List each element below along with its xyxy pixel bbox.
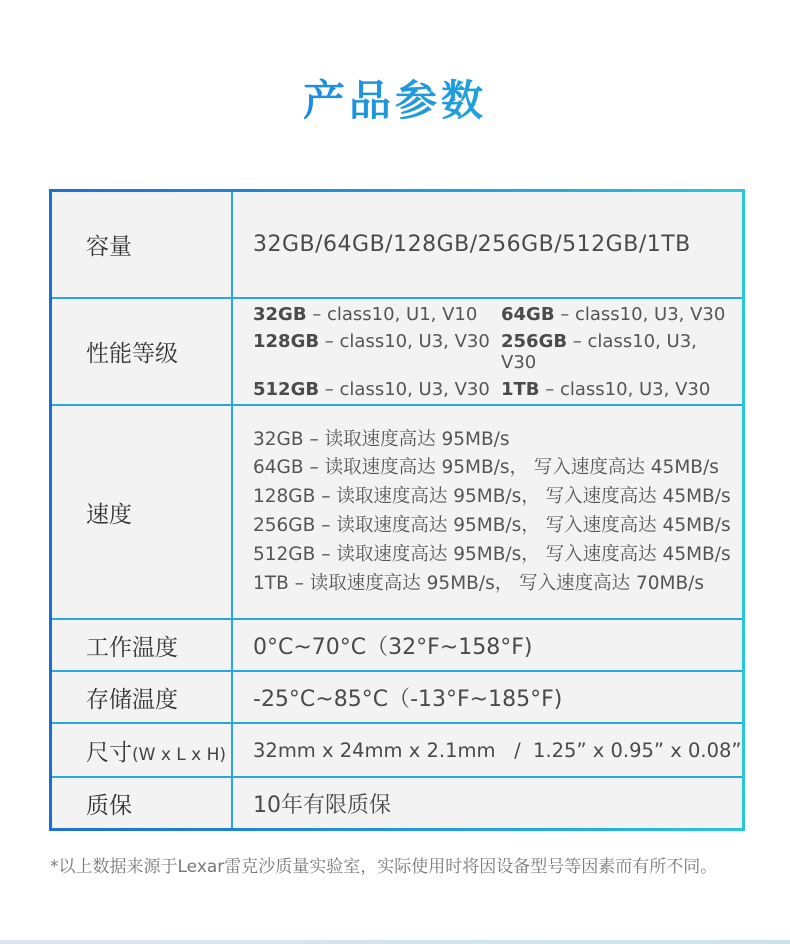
spec-table [52,192,742,828]
storage-temp-label: 存储温度 [52,671,232,723]
performance-label: 性能等级 [52,298,232,405]
dimensions-label-note: (W x L x H) [132,744,227,765]
spec-row-capacity [52,192,742,298]
performance-grid [253,304,742,400]
speed-line: 32GB – 读取速度高达 95MB/s [253,428,510,450]
speed-value [232,405,742,619]
spec-table-frame [49,189,745,831]
speed-line: 512GB – 读取速度高达 95MB/s， 写入速度高达 45MB/s [253,543,731,565]
operating-temp-label: 工作温度 [52,619,232,671]
performance-item: 512GB – class10, U3, V30 [253,378,490,400]
spec-row-warranty [52,777,742,828]
speed-line: 128GB – 读取速度高达 95MB/s， 写入速度高达 45MB/s [253,486,731,508]
performance-item: 128GB – class10, U3, V30 [253,330,490,352]
speed-line: 256GB – 读取速度高达 95MB/s， 写入速度高达 45MB/s [253,515,731,536]
bottom-divider [0,940,790,944]
speed-line: 1TB – 读取速度高达 95MB/s， 写入速度高达 70MB/s [253,572,705,594]
spec-row-speed [52,405,742,619]
operating-temp-value: 0°C~70°C（32°F~158°F) [232,619,742,671]
spec-row-performance [52,298,742,405]
performance-item: 256GB – class10, U3, V30 [501,330,697,373]
speed-line: 64GB – 读取速度高达 95MB/s， 写入速度高达 45MB/s [253,457,719,479]
performance-value [232,298,742,405]
capacity-value: 32GB/64GB/128GB/256GB/512GB/1TB [232,192,742,298]
warranty-label: 质保 [52,777,232,828]
dimensions-value: 32mm x 24mm x 2.1mm / 1.25” x 0.95” x 0.08” [232,723,742,777]
footnote: *以上数据来源于Lexar雷克沙质量实验室，实际使用时将因设备型号等因素而有所不同。 [50,857,718,877]
performance-item: 1TB – class10, U3, V30 [501,378,711,400]
performance-item: 32GB – class10, U1, V10 [253,303,478,325]
spec-row-operating-temp [52,619,742,671]
capacity-label: 容量 [52,192,232,298]
spec-row-dimensions [52,723,742,777]
spec-row-storage-temp [52,671,742,723]
page-title: 产品参数 [0,66,790,136]
speed-label: 速度 [52,405,232,619]
warranty-value: 10年有限质保 [253,792,391,818]
dimensions-label: 尺寸(W x L x H) [52,723,232,777]
performance-item: 64GB – class10, U3, V30 [501,303,726,325]
storage-temp-value: -25°C~85°C（-13°F~185°F) [232,671,742,723]
